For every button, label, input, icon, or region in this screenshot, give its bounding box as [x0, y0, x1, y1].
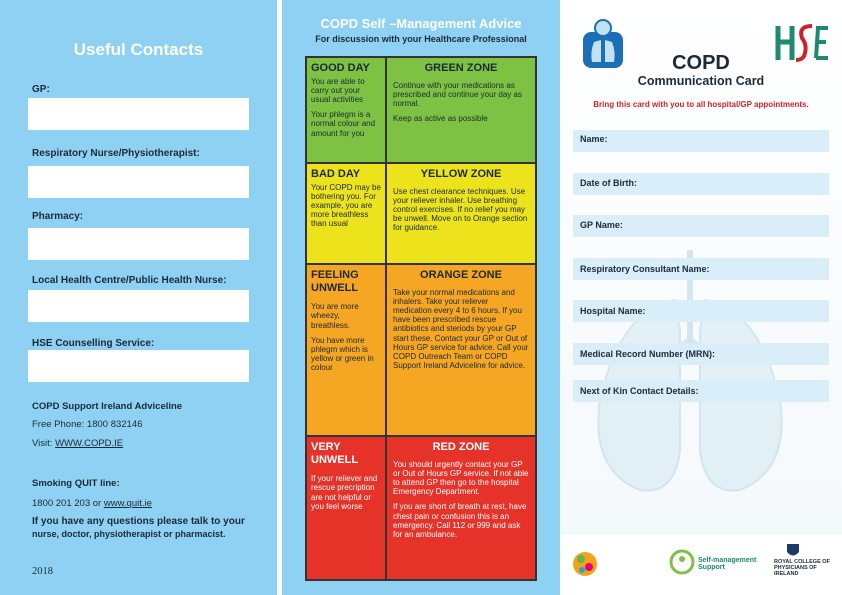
- zone-status-unwell: [307, 265, 387, 435]
- zone-status-text: You are more wheezy, breathless.: [311, 302, 359, 330]
- field-label-consultant: Respiratory Consultant Name:: [580, 264, 710, 274]
- contact-label-counselling: HSE Counselling Service:: [32, 338, 155, 349]
- quit-line: [32, 498, 152, 509]
- zone-status-text: Your COPD may be bothering you. For example, you are more breathless than usual: [311, 182, 381, 229]
- contact-field-gp[interactable]: [28, 98, 249, 130]
- healthy-ireland-logo: [572, 547, 598, 581]
- zone-advice-text: Use chest clearance techniques. Use your reliever inhaler. Use breathing control exercises. If no relief you may be unwell. Move on to Orange section for guidance.: [393, 186, 528, 233]
- contact-field-health-centre[interactable]: [28, 290, 249, 322]
- zone-advice-text: Continue with your medications as prescribed and continue your day as normal.: [393, 80, 522, 109]
- zone-status-text: If your reliever and rescue precription are not helpful or you feel worse: [311, 474, 378, 511]
- quit-line-title: Smoking QUIT line:: [32, 478, 120, 489]
- adviceline-label: COPD Support Ireland Adviceline: [32, 401, 183, 412]
- field-label-mrn: Medical Record Number (MRN):: [580, 349, 716, 359]
- field-label-next-of-kin: Next of Kin Contact Details:: [580, 386, 699, 396]
- zone-advice-green: [387, 58, 535, 162]
- zone-advice-text: Take your normal medications and inhalers. Take your reliever medication every 4 to 6 hours. If you have been prescribed rescue antibiotics and steriods by your GP start these. Contact your GP or Out of Hours GP service for advice. Call your COPD Outreach Team or COPD Support Ireland Adviceline for advice.: [393, 287, 529, 371]
- zone-status-good: [307, 58, 387, 162]
- zone-row-orange: [307, 265, 535, 437]
- contact-field-counselling[interactable]: [28, 350, 249, 382]
- card-title: COPD: [672, 52, 730, 74]
- card-subtitle: Communication Card: [637, 74, 765, 88]
- contact-label-pharmacy: Pharmacy:: [32, 211, 84, 222]
- zone-row-red: [307, 437, 535, 579]
- lungs-illustration: [580, 240, 820, 510]
- visit-prefix: Visit:: [32, 438, 56, 449]
- zone-advice-yellow: [387, 164, 535, 263]
- partner-logo-text: [600, 553, 655, 560]
- rcpi-text: ROYAL COLLEGE OF PHYSICIANS OF IRELAND: [774, 559, 830, 578]
- freephone-number: Free Phone: 1800 832146: [32, 419, 143, 430]
- field-label-hospital: Hospital Name:: [580, 306, 646, 316]
- contact-label-resp-nurse: Respiratory Nurse/Physiotherapist:: [32, 148, 200, 159]
- useful-contacts-panel: [0, 0, 277, 595]
- questions-heading: If you have any questions please talk to your: [32, 516, 245, 527]
- contact-label-health-centre: Local Health Centre/Public Health Nurse:: [32, 275, 227, 286]
- zone-advice-title: GREEN ZONE: [424, 62, 498, 74]
- zone-advice-title: ORANGE ZONE: [420, 269, 502, 281]
- rcpi-crest-icon: [786, 543, 800, 559]
- card-note: Bring this card with you to all hospital/GP appointments.: [593, 100, 809, 109]
- questions-text: nurse, doctor, physiotherapist or pharmacist.: [32, 529, 226, 539]
- zone-advice-text: You should urgently contact your GP or Out of Hours GP service. If not able to attend GP then go to the hospital Emergency Department.: [393, 459, 529, 497]
- field-label-dob: Date of Birth:: [580, 178, 637, 188]
- self-management-logo: [668, 549, 696, 575]
- self-management-subtitle: For discussion with your Healthcare Professional: [315, 34, 527, 44]
- quit-phone: 1800 201 203 or: [32, 498, 104, 509]
- communication-card-panel: [560, 0, 842, 595]
- useful-contacts-title: Useful Contacts: [73, 40, 204, 59]
- field-name[interactable]: [573, 130, 829, 152]
- zone-status-very-unwell: [307, 437, 387, 579]
- copd-website-link[interactable]: WWW.COPD.IE: [55, 438, 124, 449]
- self-management-title: COPD Self –Management Advice: [320, 16, 522, 31]
- contact-field-pharmacy[interactable]: [28, 228, 249, 260]
- zone-advice-title: RED ZONE: [432, 441, 490, 453]
- zone-advice-red: [387, 437, 535, 579]
- zone-status-title: GOOD DAY: [311, 62, 370, 74]
- quit-website-link[interactable]: www.quit.ie: [103, 498, 152, 509]
- zone-status-bad: [307, 164, 387, 263]
- self-management-text: Self-management Support: [698, 557, 757, 571]
- field-label-name: Name:: [580, 134, 608, 144]
- website-line: [32, 438, 123, 449]
- field-label-gp-name: GP Name:: [580, 220, 623, 230]
- zone-advice-orange: [387, 265, 535, 435]
- zone-status-text: You have more phlegm which is yellow or green in colour: [311, 335, 374, 373]
- zone-advice-title: YELLOW ZONE: [420, 168, 502, 180]
- zone-status-title: FEELING UNWELL: [311, 269, 359, 294]
- self-management-panel: [282, 0, 560, 595]
- zone-row-green: [307, 58, 535, 164]
- contact-field-resp-nurse[interactable]: [28, 166, 249, 198]
- zone-status-title: BAD DAY: [311, 168, 361, 180]
- contact-label-gp: GP:: [32, 84, 50, 95]
- zone-row-yellow: [307, 164, 535, 265]
- zone-status-text: Your phlegm is a normal colour and amount for you: [311, 110, 376, 138]
- year-label: 2018: [32, 566, 53, 577]
- zone-advice-text: Keep as active as possible: [393, 114, 488, 124]
- logo-footer: [560, 535, 842, 595]
- zone-status-title: VERY UNWELL: [311, 441, 359, 466]
- zone-status-text: You are able to carry out your usual activities: [311, 76, 365, 105]
- zone-advice-text: If you are short of breath at rest, have chest pain or confusion this is an emergency. Call 112 or 999 and ask for an ambulance.: [393, 502, 527, 539]
- zones-table: [305, 56, 537, 581]
